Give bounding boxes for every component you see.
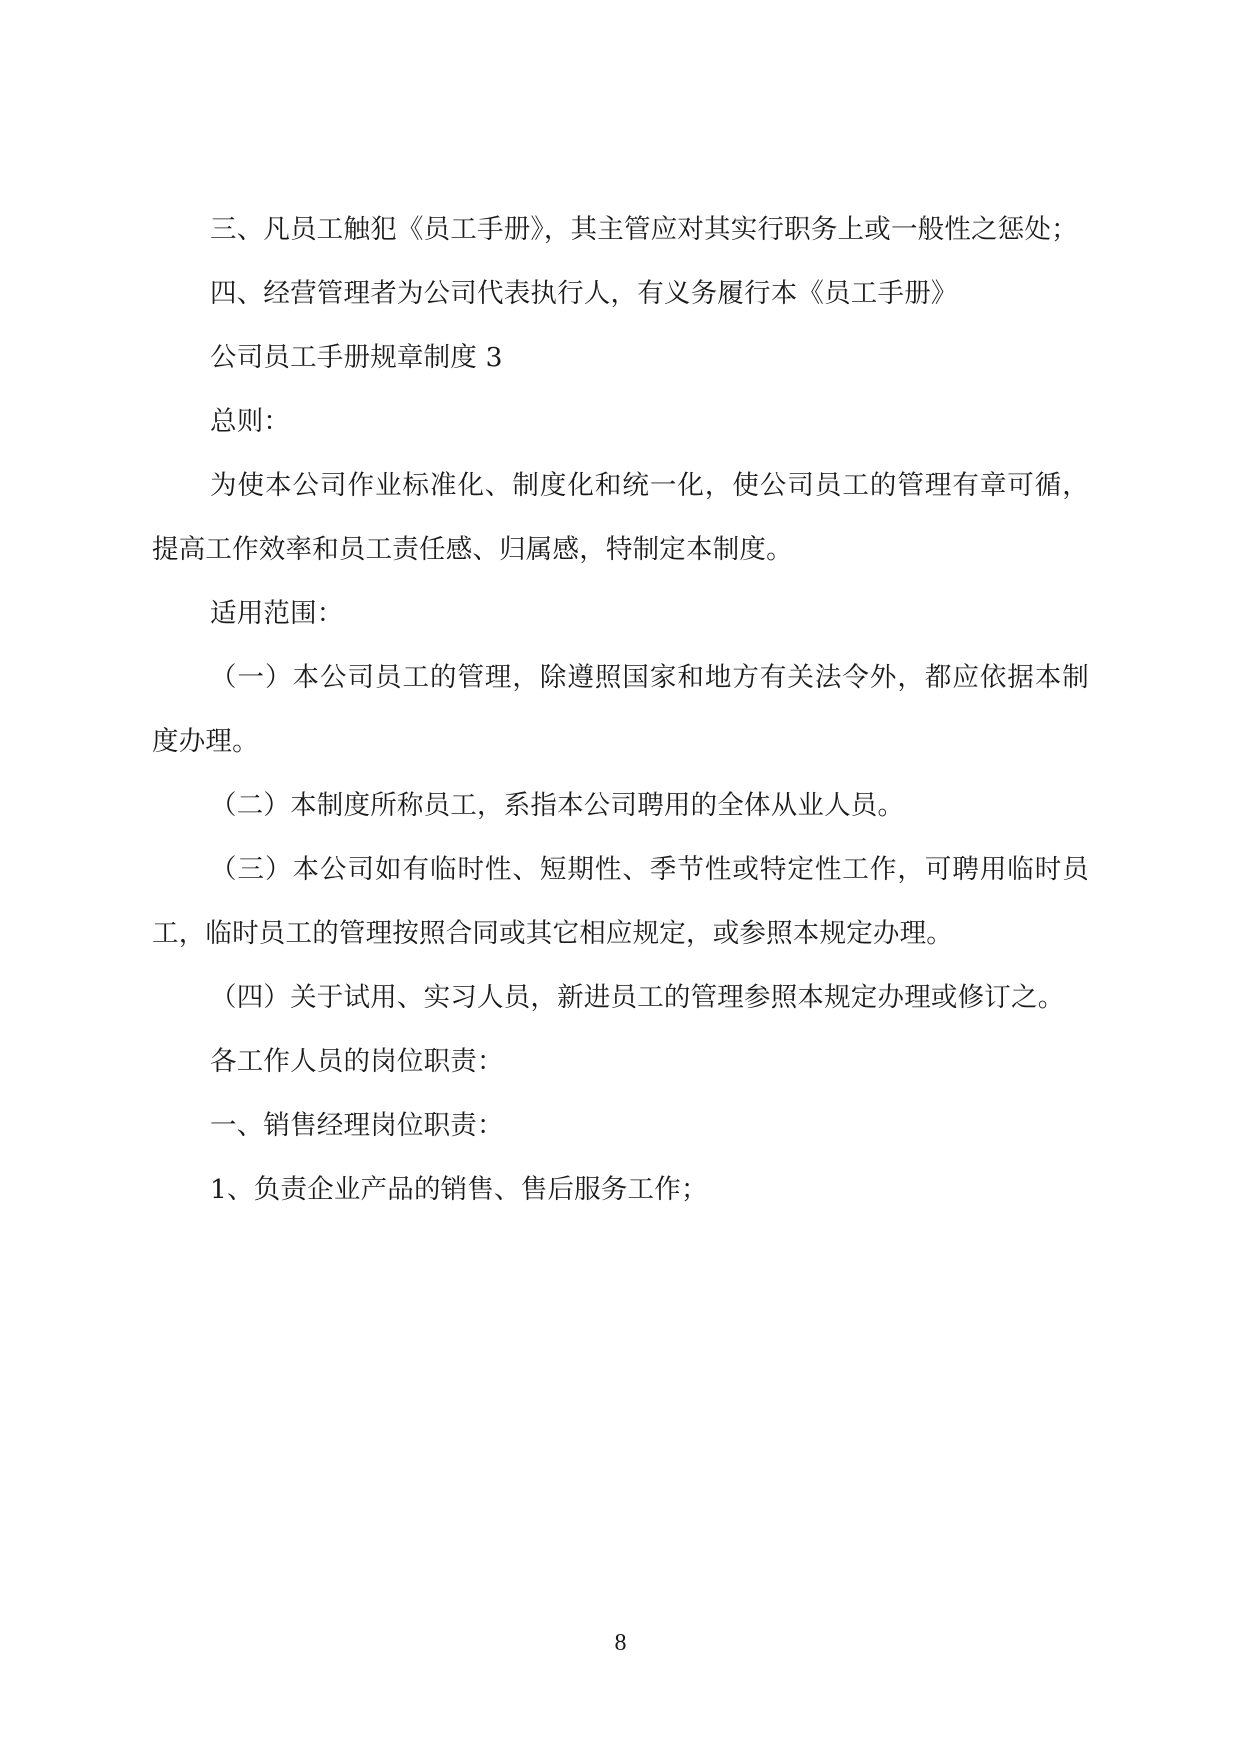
section-heading: 公司员工手册规章制度 3 xyxy=(210,342,503,373)
paragraph-manager-obligation: 四、经营管理者为公司代表执行人，有义务履行本《员工手册》 xyxy=(210,278,958,309)
paragraph-scope-item-1: （一）本公司员工的管理，除遵照国家和地方有关法令外，都应依据本制度办理。 xyxy=(152,662,1089,757)
paragraph-scope-item-3: （三）本公司如有临时性、短期性、季节性或特定性工作，可聘用临时员工，临时员工的管理按照合同或其它相应规定，或参照本规定办理。 xyxy=(152,854,1089,949)
paragraph-scope-item-2: （二）本制度所称员工，系指本公司聘用的全体从业人员。 xyxy=(210,790,905,821)
paragraph-disciplinary-clause: 三、凡员工触犯《员工手册》，其主管应对其实行职务上或一般性之惩处； xyxy=(210,214,1078,245)
responsibilities-heading: 各工作人员的岗位职责： xyxy=(210,1046,504,1077)
general-provisions-heading: 总则： xyxy=(210,406,291,437)
paragraph-purpose: 为使本公司作业标准化、制度化和统一化，使公司员工的管理有章可循，提高工作效率和员工责任感、归属感，特制定本制度。 xyxy=(152,470,1089,565)
sales-manager-duty-1: 1、负责企业产品的销售、售后服务工作； xyxy=(210,1174,708,1205)
sales-manager-heading: 一、销售经理岗位职责： xyxy=(210,1110,504,1141)
document-body xyxy=(152,198,1089,1222)
paragraph-scope-item-4: （四）关于试用、实习人员，新进员工的管理参照本规定办理或修订之。 xyxy=(210,982,1065,1013)
page-number: 8 xyxy=(614,1630,627,1656)
scope-heading: 适用范围： xyxy=(210,598,344,629)
